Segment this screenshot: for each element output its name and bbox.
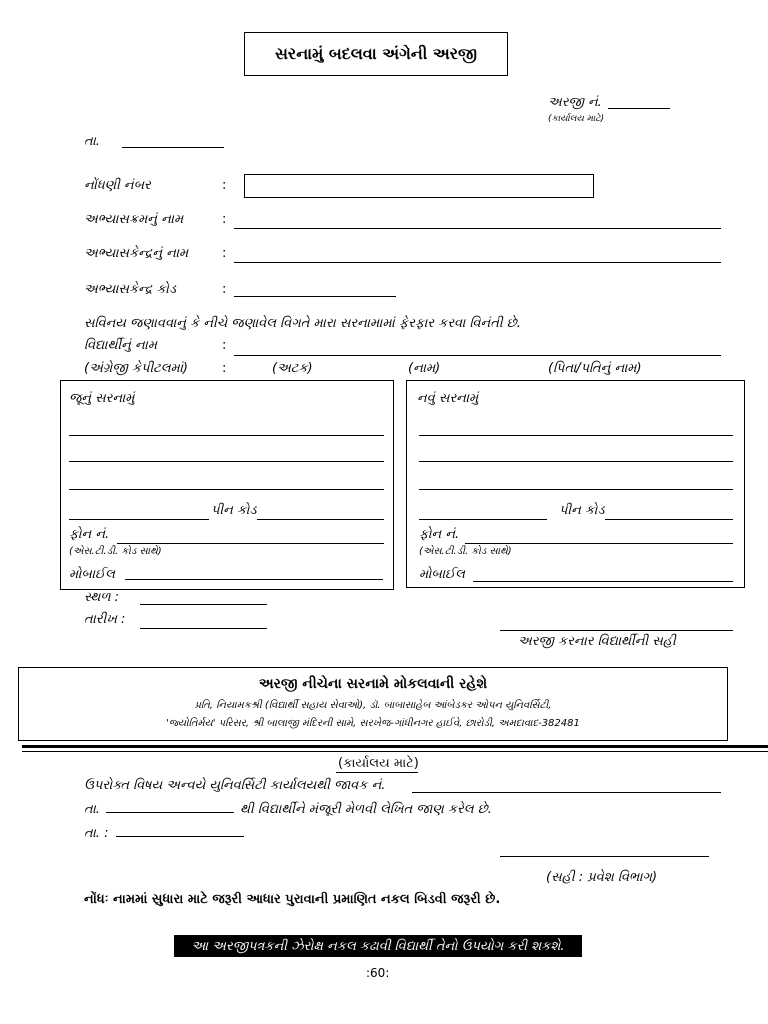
- old-address-line-1[interactable]: [69, 435, 384, 436]
- old-address-box: [60, 380, 394, 590]
- date2-label: તારીખ :: [84, 612, 126, 627]
- new-address-line-1[interactable]: [419, 435, 733, 436]
- office-date2-field[interactable]: [116, 836, 244, 837]
- form-title: સરનામું બદલવા અંગેની અરજી: [244, 32, 508, 76]
- send-to-heading: અરજી નીચેના સરનામે મોકલવાની રહેશે: [258, 676, 488, 692]
- new-phone-field[interactable]: [465, 543, 733, 544]
- signature-field[interactable]: [500, 630, 733, 631]
- new-address-line-2[interactable]: [419, 461, 733, 462]
- office-line-2-prefix: તા.: [84, 802, 100, 817]
- office-line-1: ઉપરોક્ત વિષય અન્વયે યુનિવર્સિટી કાર્યાલયથી જાવક નં.: [84, 778, 386, 793]
- office-line-2-suffix: થી વિદ્યાર્થીને મંજૂરી મેળવી લેખિત જાણ કરેલ છે.: [240, 802, 492, 817]
- new-std-note: (એસ.ટી.ડી. કોડ સાથે): [419, 546, 512, 557]
- signature-label: અરજી કરનાર વિદ્યાર્થીની સહી: [518, 634, 676, 649]
- new-pin-field[interactable]: [605, 519, 733, 520]
- student-name-label: વિદ્યાર્થીનું નામ: [84, 338, 157, 353]
- colon: :: [222, 246, 227, 261]
- centre-name-field[interactable]: [234, 262, 721, 263]
- colon: :: [222, 212, 227, 227]
- date-label: તા.: [84, 134, 100, 149]
- new-pin-label: પીન કોડ: [559, 503, 605, 518]
- send-to-line-1: પ્રતિ, નિયામકશ્રી (વિદ્યાર્થી સહાય સેવાઓ), ડૉ. બાબાસાહેબ આંબેડકર ઓપન યુનિવર્સિટી,: [194, 700, 552, 711]
- dispatch-no-field[interactable]: [412, 792, 721, 793]
- application-no-label: અરજી નં.: [548, 95, 602, 110]
- separator-thin: [22, 751, 768, 752]
- application-no-field[interactable]: [608, 108, 670, 109]
- centre-code-label: અભ્યાસકેન્દ્ર કોડ: [84, 282, 177, 297]
- student-name-sublabel: (અંગ્રેજી કેપીટલમાં): [84, 361, 188, 376]
- colon: :: [222, 282, 227, 297]
- old-address-line-4[interactable]: [69, 519, 209, 520]
- old-phone-field[interactable]: [117, 543, 384, 544]
- place-label: સ્થળ :: [84, 590, 120, 605]
- enrollment-no-field[interactable]: [244, 174, 594, 198]
- old-address-line-3[interactable]: [69, 489, 384, 490]
- old-phone-label: ફોન નં.: [69, 527, 110, 542]
- send-to-box: [18, 667, 728, 741]
- centre-name-label: અભ્યાસકેન્દ્રનું નામ: [84, 246, 189, 261]
- colon: :: [222, 178, 227, 193]
- colon: :: [222, 361, 227, 376]
- enrollment-no-label: નોંધણી નંબર: [84, 178, 151, 193]
- date-field[interactable]: [122, 147, 224, 148]
- place-field[interactable]: [140, 604, 267, 605]
- new-address-heading: નવું સરનામું: [417, 391, 479, 406]
- new-address-box: [406, 380, 745, 588]
- office-signature-field[interactable]: [500, 856, 709, 857]
- separator-thick: [22, 745, 768, 748]
- old-mobile-field[interactable]: [125, 579, 383, 580]
- colon: :: [222, 338, 227, 353]
- page-number: :60:: [366, 966, 390, 980]
- office-date-field[interactable]: [106, 812, 234, 813]
- office-heading-underline: [336, 772, 418, 773]
- centre-code-field[interactable]: [234, 296, 396, 297]
- send-to-line-2: 'જ્યોતિર્મય' પરિસર, શ્રી બાલાજી મંદિરની સામે, સરખેજ-ગાંધીનગર હાઈવે, છારોડી, અમદાવાદ-382481: [166, 718, 580, 729]
- old-mobile-label: મોબાઈલ: [69, 567, 115, 582]
- father-husband-name-label: (પિતા/પતિનું નામ): [548, 361, 642, 376]
- surname-label: (અટક): [272, 361, 313, 376]
- old-pin-label: પીન કોડ: [211, 503, 257, 518]
- new-address-line-3[interactable]: [419, 489, 733, 490]
- course-name-label: અભ્યાસક્રમનું નામ: [84, 212, 184, 227]
- old-pin-field[interactable]: [257, 519, 384, 520]
- application-no-note: (કાર્યાલય માટે): [548, 114, 604, 124]
- note-text: નોંધઃ નામમાં સુધારા માટે જરૂરી આધાર પુરાવાની પ્રમાણિત નકલ બિડવી જરૂરી છે.: [84, 892, 501, 907]
- office-signature-label: (સહી : પ્રવેશ વિભાગ): [546, 870, 658, 885]
- office-heading: (કાર્યાલય માટે): [338, 756, 419, 771]
- footer-banner: આ અરજીપત્રકની ઝેરોક્ષ નકલ કઢાવી વિદ્યાર્થી તેનો ઉપયોગ કરી શકશે.: [174, 935, 582, 957]
- given-name-label: (નામ): [408, 361, 441, 376]
- new-mobile-field[interactable]: [473, 581, 733, 582]
- new-mobile-label: મોબાઈલ: [419, 567, 465, 582]
- old-address-heading: જૂનું સરનામું: [69, 391, 135, 406]
- old-std-note: (એસ.ટી.ડી. કોડ સાથે): [69, 546, 162, 557]
- office-line-3: તા. :: [84, 826, 109, 841]
- request-text: સવિનય જણાવવાનું કે નીચે જણાવેલ વિગતે મારા સરનામામાં ફેરફાર કરવા વિનંતી છે.: [84, 316, 521, 331]
- old-address-line-2[interactable]: [69, 461, 384, 462]
- new-phone-label: ફોન નં.: [419, 527, 460, 542]
- student-name-field[interactable]: [234, 355, 721, 356]
- date2-field[interactable]: [140, 628, 267, 629]
- course-name-field[interactable]: [234, 228, 721, 229]
- new-address-line-4[interactable]: [419, 519, 547, 520]
